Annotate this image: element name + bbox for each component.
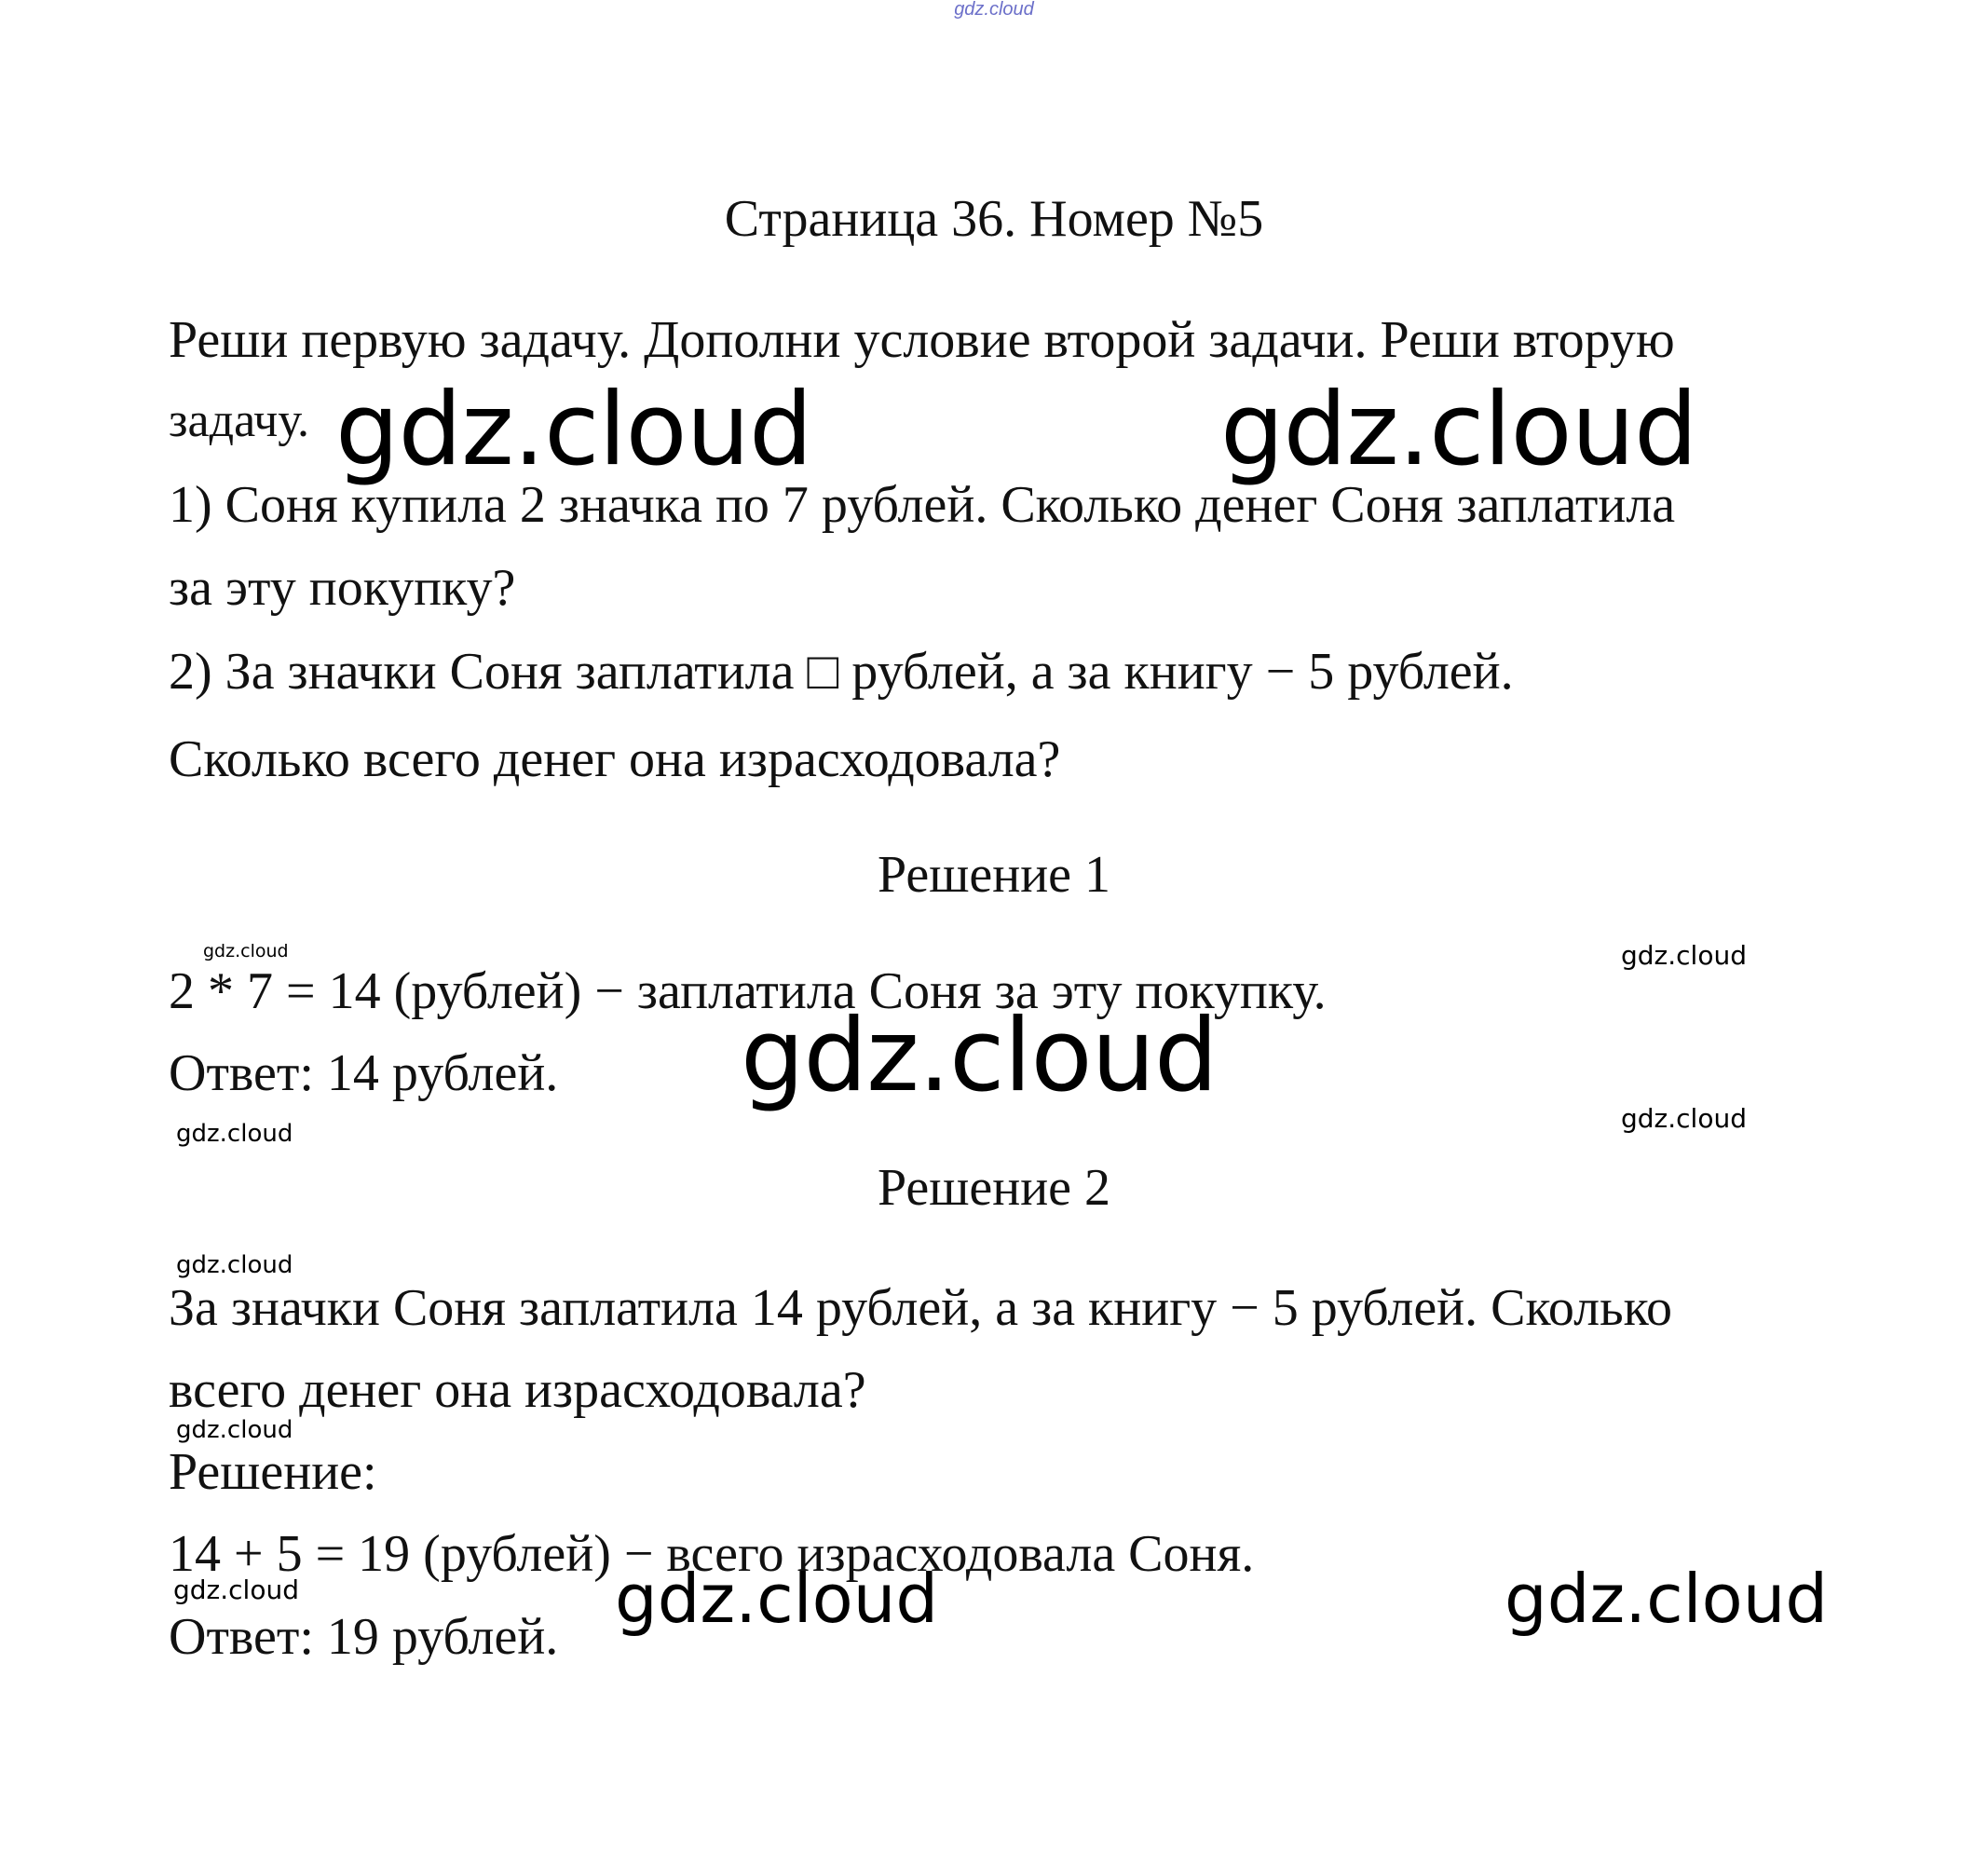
solution1-heading: Решение 1 xyxy=(877,846,1111,904)
watermark-medium-1: gdz.cloud xyxy=(615,1560,939,1638)
watermark-large-2: gdz.cloud xyxy=(1220,372,1697,488)
solution2-equation: 14 + 5 = 19 (рублей) − всего израсходовала Соня. xyxy=(169,1525,1255,1583)
watermark-small-7: gdz.cloud xyxy=(173,1575,299,1605)
watermark-small-3: gdz.cloud xyxy=(1621,1103,1747,1134)
watermark-small-5: gdz.cloud xyxy=(176,1251,293,1279)
solution2-condition-line-1: За значки Соня заплатила 14 рублей, а за книгу − 5 рублей. Сколько xyxy=(169,1279,1672,1337)
solution1-answer: Ответ: 14 рублей. xyxy=(169,1044,559,1102)
problem2-line-2: Сколько всего денег она израсходовала? xyxy=(169,730,1061,788)
watermark-small-4: gdz.cloud xyxy=(176,1120,293,1148)
watermark-large-3: gdz.cloud xyxy=(741,998,1218,1114)
solution1-equation: 2 * 7 = 14 (рублей) − заплатила Соня за эту покупку. xyxy=(169,962,1327,1020)
solution2-condition-line-2: всего денег она израсходовала? xyxy=(169,1361,866,1419)
problem1-line-1: 1) Соня купила 2 значка по 7 рублей. Сколько денег Соня заплатила xyxy=(169,476,1676,534)
instruction-line-2: задачу. xyxy=(169,394,310,447)
watermark-large-1: gdz.cloud xyxy=(335,372,812,488)
watermark-small-2: gdz.cloud xyxy=(1621,940,1747,971)
solution2-heading: Решение 2 xyxy=(877,1159,1111,1217)
problem2-line-1: 2) За значки Соня заплатила □ рублей, а за книгу − 5 рублей. xyxy=(169,643,1514,701)
solution2-answer: Ответ: 19 рублей. xyxy=(169,1608,559,1666)
solution2-label: Решение: xyxy=(169,1443,377,1501)
instruction-line-1: Реши первую задачу. Дополни условие второй задачи. Реши вторую xyxy=(169,311,1675,369)
top-watermark: gdz.cloud xyxy=(954,0,1034,20)
problem1-line-2: за эту покупку? xyxy=(169,559,516,617)
watermark-small-1: gdz.cloud xyxy=(203,941,289,961)
watermark-medium-2: gdz.cloud xyxy=(1505,1560,1829,1638)
page-title: Страница 36. Номер №5 xyxy=(724,190,1264,248)
watermark-small-6: gdz.cloud xyxy=(176,1416,293,1444)
